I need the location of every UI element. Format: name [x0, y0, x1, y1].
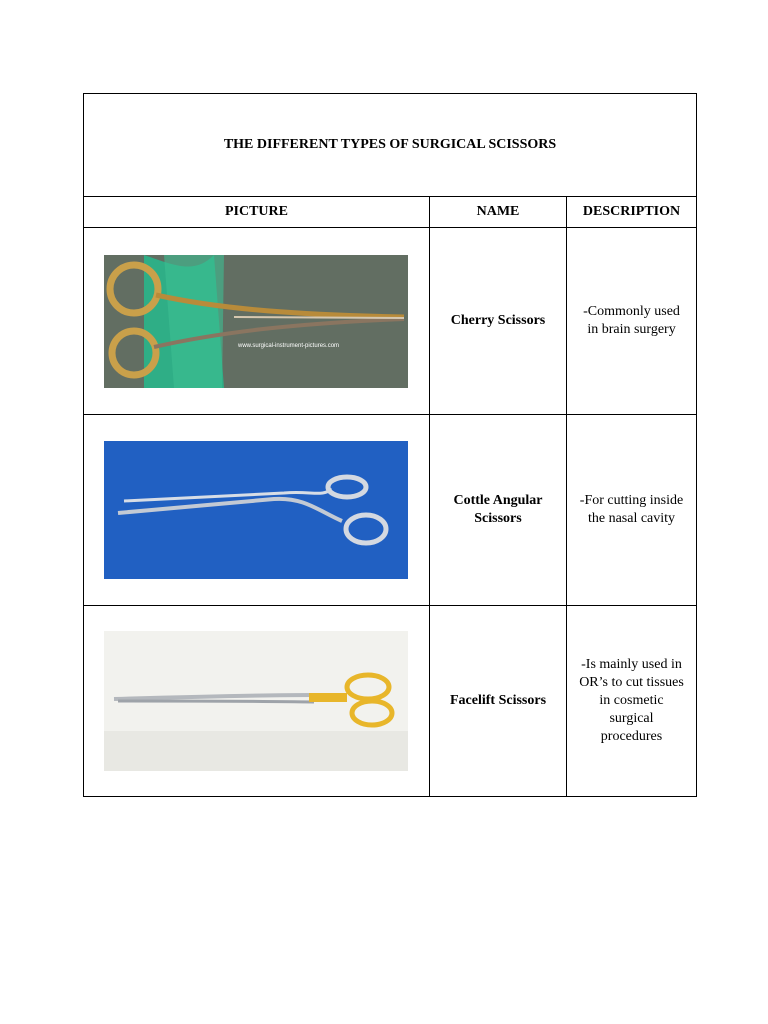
table-row — [84, 415, 697, 606]
scissors-description — [567, 415, 697, 606]
scissors-name: Cherry Scissors — [430, 228, 567, 415]
description-line: -For cutting inside — [579, 493, 684, 508]
description-line: in cosmetic — [599, 693, 664, 708]
description-line: the nasal cavity — [587, 511, 676, 526]
scissors-table — [83, 93, 697, 797]
picture-cell — [84, 606, 430, 797]
description-line: procedures — [600, 729, 663, 744]
description-line: -Commonly used — [583, 304, 680, 319]
cottle-angular-scissors-photo — [104, 441, 408, 579]
cherry-scissors-photo — [104, 255, 408, 388]
scissors-description — [567, 606, 697, 797]
table-row — [84, 228, 697, 415]
scissors-name: Facelift Scissors — [430, 606, 567, 797]
picture-cell — [84, 415, 430, 606]
picture-cell — [84, 228, 430, 415]
description-line: OR’s to cut tissues — [579, 675, 684, 690]
table-title: THE DIFFERENT TYPES OF SURGICAL SCISSORS — [84, 94, 697, 197]
header-name: NAME — [430, 197, 567, 228]
description-line: -Is mainly used in — [581, 657, 682, 672]
scissors-name: Cottle Angular Scissors — [430, 415, 567, 606]
description-line: surgical — [609, 711, 654, 726]
header-picture: PICTURE — [84, 197, 430, 228]
header-description: DESCRIPTION — [567, 197, 697, 228]
facelift-scissors-photo — [104, 631, 408, 771]
table-row — [84, 606, 697, 797]
description-line: in brain surgery — [587, 322, 676, 337]
scissors-description — [567, 228, 697, 415]
photo-watermark: www.surgical-instrument-pictures.com — [238, 342, 340, 349]
